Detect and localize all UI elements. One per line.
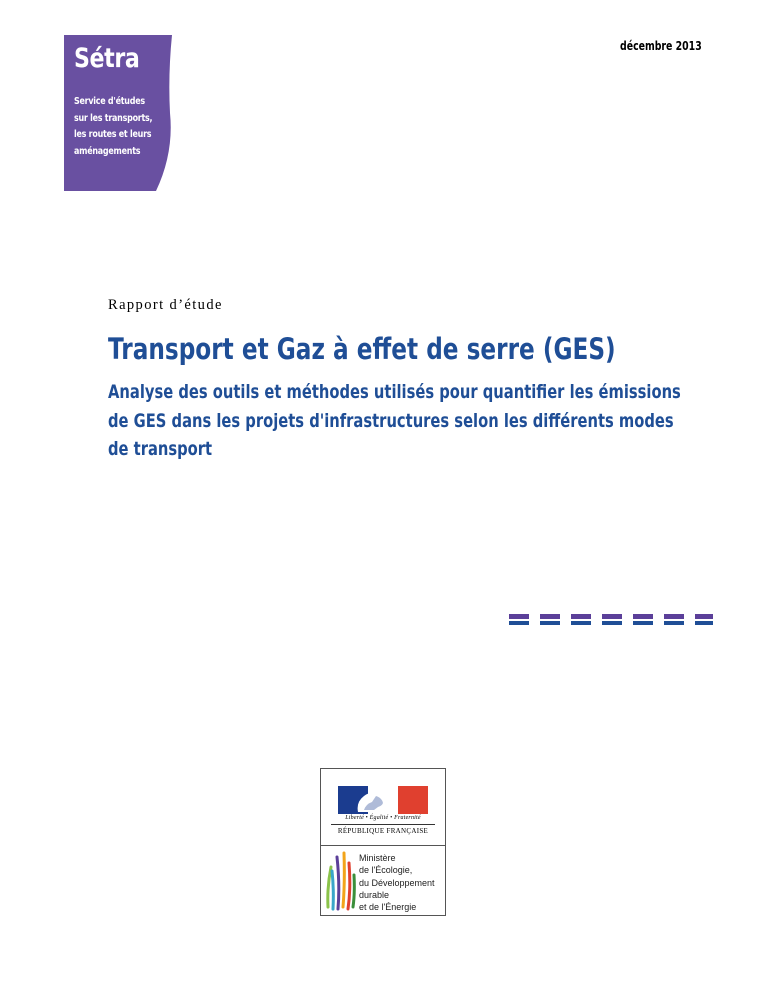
publication-date: décembre 2013 (620, 39, 702, 53)
document-type: Rapport d’étude (108, 297, 223, 313)
logo-name: Sétra (74, 43, 140, 74)
ministry-emblem (320, 768, 446, 916)
motto-divider (331, 824, 435, 825)
subtitle-line: Analyse des outils et méthodes utilisés pour quantifier les émissions (108, 381, 681, 403)
logo-tagline-line: Service d'études (74, 96, 145, 107)
marianne-flag-icon (338, 786, 428, 814)
setra-logo (64, 35, 174, 191)
subtitle-line: de transport (108, 438, 213, 460)
document-subtitle (108, 378, 697, 464)
subtitle-line: de GES dans les projets d'infrastructures selon les différents modes (108, 409, 674, 432)
ministry-strokes-icon (325, 849, 359, 911)
ministry-name (359, 852, 435, 913)
ministry-line: de l'Écologie, (359, 865, 413, 876)
ministry-line: et de l'Énergie (359, 902, 417, 913)
republic-motto: Liberté • Égalité • Fraternité (345, 815, 421, 821)
ministry-line: Ministère (359, 853, 396, 863)
logo-tagline-line: aménagements (74, 145, 141, 157)
ministry-line: durable (359, 889, 390, 900)
logo-tagline (74, 94, 166, 160)
ministry-line: du Développement (359, 877, 435, 888)
logo-tagline-line: les routes et leurs (74, 129, 152, 140)
document-title: Transport et Gaz à effet de serre (GES) (108, 332, 616, 366)
decorative-dashes (509, 612, 715, 628)
republic-name: RÉPUBLIQUE FRANÇAISE (337, 827, 429, 835)
republic-logo (321, 769, 445, 846)
logo-tagline-line: sur les transports, (74, 112, 153, 124)
